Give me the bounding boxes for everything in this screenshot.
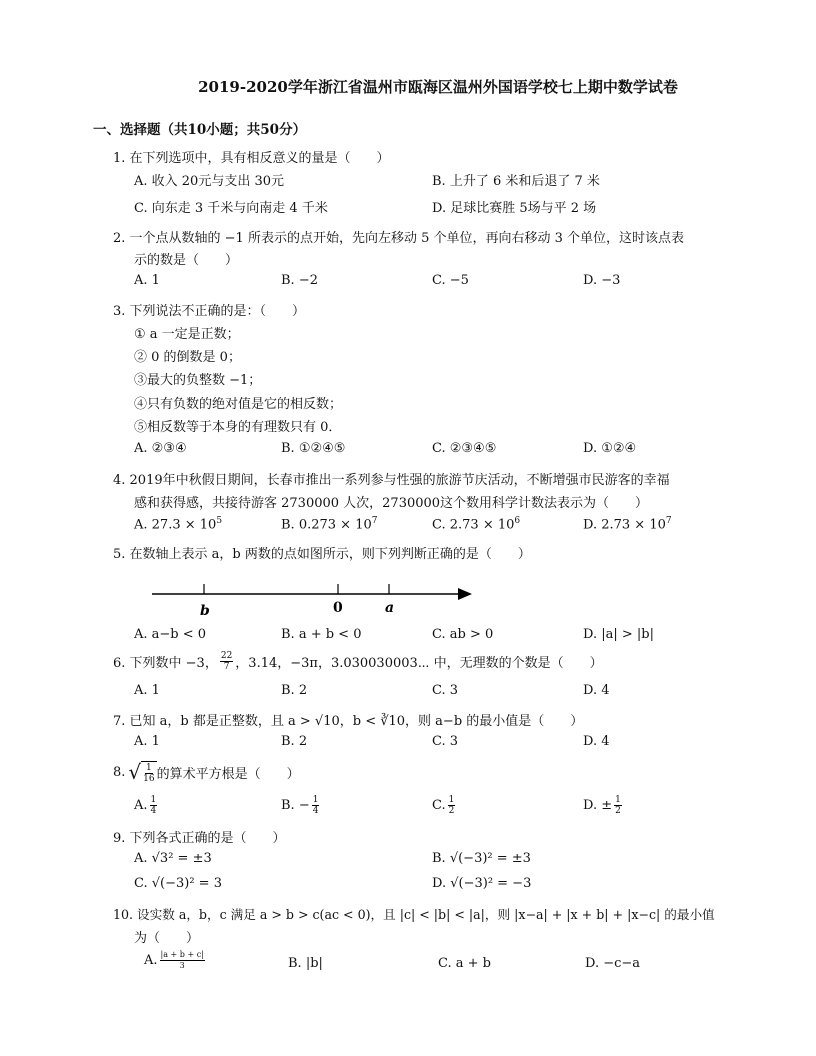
question-7-stem: 7. 已知 a，b 都是正整数，且 a > √10，b < ∛10，则 a−b 的最小值是（ ） <box>113 714 584 729</box>
q10-option-d: D. −c−a <box>585 956 641 971</box>
q2-option-d: D. −3 <box>583 273 621 288</box>
fraction-22-7: 22 7 <box>220 651 233 672</box>
q9-option-c: C. √(−3)² = 3 <box>134 876 222 891</box>
q4-option-a: A. $27.3 \times 10^5$ <box>134 516 223 533</box>
q4-option-c: C. $2.73 \times 10^6$ <box>432 516 521 533</box>
q8-option-d: D. ± $\frac{1}{2}$ <box>583 795 621 816</box>
question-6-stem: 6. 下列数中 −3， 22 7 ，3.14，−3π，3.030030003⋯ 中，无理数的个数是（ ） <box>113 651 603 672</box>
q7-option-a: A. 1 <box>134 734 160 749</box>
q3-option-a: A. ②③④ <box>134 441 187 456</box>
q3-statement-3: ③最大的负整数 −1； <box>134 373 262 388</box>
q4-option-b: B. $0.273 \times 10^7$ <box>281 516 378 533</box>
q1-option-a: A. 收入 20元与支出 30元 <box>134 174 285 189</box>
question-4-stem-line1: 4. 2019年中秋假日期间，长春市推出一系列参与性强的旅游节庆活动，不断增强市民游客的幸福 <box>113 473 670 488</box>
q5-option-d: D. |a| > |b| <box>583 627 654 642</box>
question-3-stem: 3. 下列说法不正确的是：（ ） <box>113 304 306 319</box>
q3-option-d: D. ①②④ <box>583 441 637 456</box>
question-8-stem: 8. √ 1 16 的算术平方根是（ ） <box>113 760 300 784</box>
q8-option-c: C. 1 2 <box>432 795 455 816</box>
q5-option-c: C. ab > 0 <box>432 627 494 642</box>
q5-option-a: A. a−b < 0 <box>134 627 207 642</box>
question-1-stem: 1. 在下列选项中，具有相反意义的量是（ ） <box>113 151 390 166</box>
q2-option-a: A. 1 <box>134 273 160 288</box>
q6-option-a: A. 1 <box>134 683 160 698</box>
question-10-stem-line1: 10. 设实数 a，b，c 满足 a > b > c(ac < 0)，且 |c| < |b| < |a|，则 |x−a| + |x + b| + |x−c| 的最小值 <box>113 907 715 922</box>
q2-option-b: B. −2 <box>281 273 318 288</box>
question-9-stem: 9. 下列各式正确的是（ ） <box>113 831 286 846</box>
number-line-arrow <box>458 588 472 600</box>
q9-option-b: B. √(−3)² = ±3 <box>432 851 531 866</box>
q3-option-b: B. ①②④⑤ <box>281 441 346 456</box>
q10-option-c: C. a + b <box>438 956 491 971</box>
q10-option-a: A. |a + b + c| 3 <box>144 950 204 970</box>
q3-statement-4: ④只有负数的绝对值是它的相反数； <box>134 397 343 412</box>
q9-option-d: D. √(−3)² = −3 <box>432 876 532 891</box>
fraction-1-16: 1 16 <box>143 762 155 784</box>
q10-option-b: B. |b| <box>288 956 323 971</box>
sqrt-symbol: √ <box>128 760 142 784</box>
q7-option-c: C. 3 <box>432 734 459 749</box>
question-2-stem-line2: 示的数是（ ） <box>134 253 239 268</box>
q6-option-b: B. 2 <box>281 683 308 698</box>
q1-option-d: D. 足球比赛胜 5场与平 2 场 <box>432 201 597 216</box>
label-0: 0 <box>333 600 343 616</box>
q6-option-c: C. 3 <box>432 683 459 698</box>
q9-option-a: A. √3² = ±3 <box>134 851 212 866</box>
q4-option-d: D. $2.73 \times 10^7$ <box>583 516 672 533</box>
label-a: a <box>385 600 395 616</box>
page-title: 2019-2020学年浙江省温州市瓯海区温州外国语学校七上期中数学试卷 <box>198 78 678 96</box>
section-heading: 一、选择题（共10小题；共50分） <box>93 122 307 138</box>
q5-option-b: B. a + b < 0 <box>281 627 362 642</box>
question-2-stem-line1: 2. 一个点从数轴的 −1 所表示的点开始，先向左移动 5 个单位，再向右移动 3 个单位，这时该点表 <box>113 231 685 246</box>
q7-option-d: D. 4 <box>583 734 610 749</box>
question-10-stem-line2: 为（ ） <box>134 931 200 946</box>
label-b: b <box>200 603 210 619</box>
q7-option-b: B. 2 <box>281 734 308 749</box>
q3-statement-5: ⑤相反数等于本身的有理数只有 0． <box>134 420 342 435</box>
q3-option-c: C. ②③④⑤ <box>432 441 497 456</box>
q1-option-b: B. 上升了 6 米和后退了 7 米 <box>432 174 600 189</box>
q6-option-d: D. 4 <box>583 683 610 698</box>
number-line-figure <box>140 578 480 622</box>
question-5-stem: 5. 在数轴上表示 a，b 两数的点如图所示，则下列判断正确的是（ ） <box>113 547 531 562</box>
question-4-stem-line2: 感和获得感，共接待游客 2730000 人次，2730000这个数用科学计数法表示为（ ） <box>134 496 649 511</box>
q8-option-b: B. − $\frac{1}{4}$ <box>281 795 319 816</box>
q2-option-c: C. −5 <box>432 273 469 288</box>
q3-statement-2: ② 0 的倒数是 0； <box>134 350 241 365</box>
q3-statement-1: ① a 一定是正数； <box>134 327 240 342</box>
q8-option-a: A. 1 4 <box>134 795 157 816</box>
q1-option-c: C. 向东走 3 千米与向南走 4 千米 <box>134 201 328 216</box>
